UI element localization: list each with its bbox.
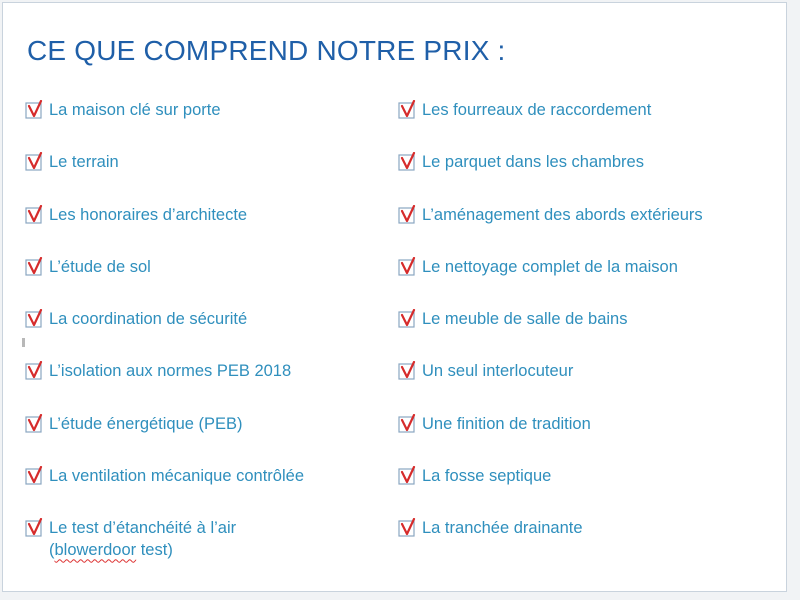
list-item	[398, 256, 778, 308]
item-label-multiline	[49, 517, 236, 561]
list-item	[25, 99, 385, 151]
item-label: La ventilation mécanique contrôlée	[49, 467, 305, 486]
check-mark-icon	[398, 205, 418, 225]
check-mark-icon	[25, 361, 45, 381]
list-item	[25, 308, 385, 360]
check-mark-icon	[25, 518, 45, 538]
document-page	[2, 2, 787, 592]
check-mark-icon	[25, 309, 45, 329]
check-mark-icon	[398, 414, 418, 434]
list-item	[398, 308, 778, 360]
check-mark-icon	[398, 309, 418, 329]
item-label: Le terrain	[49, 153, 119, 172]
item-label: La maison clé sur porte	[49, 101, 221, 119]
item-label: L’étude énergétique (PEB)	[49, 414, 243, 433]
spellcheck-word: blowerdoor	[54, 541, 137, 560]
item-label: Une finition de tradition	[422, 414, 591, 433]
item-label: La fosse septique	[422, 467, 552, 486]
list-item	[398, 204, 778, 256]
check-mark-icon	[25, 205, 45, 225]
check-mark-icon	[25, 152, 45, 172]
list-item	[398, 99, 778, 151]
check-mark-icon	[25, 257, 45, 277]
check-mark-icon	[398, 361, 418, 381]
item-label-line2	[49, 539, 236, 561]
right-column	[398, 99, 778, 570]
check-mark-icon	[25, 466, 45, 486]
item-label: La coordination de sécurité	[49, 310, 248, 329]
item-label: La tranchée drainante	[422, 519, 583, 538]
list-item	[25, 204, 385, 256]
left-column	[25, 99, 385, 570]
check-mark-icon	[25, 100, 45, 120]
list-item	[25, 360, 385, 412]
item-label: L’aménagement des abords extérieurs	[422, 205, 703, 224]
list-item	[398, 413, 778, 465]
list-item	[25, 517, 385, 569]
list-item	[25, 465, 385, 517]
check-mark-icon	[25, 414, 45, 434]
text-cursor-marker	[22, 338, 25, 347]
line2-rest: test)	[136, 541, 173, 560]
check-mark-icon	[398, 518, 418, 538]
item-label: L’isolation aux normes PEB 2018	[49, 362, 292, 381]
item-label: Un seul interlocuteur	[422, 362, 574, 381]
item-label-line1: Le test d’étanchéité à l’air	[49, 519, 237, 538]
item-label: Les honoraires d’architecte	[49, 205, 248, 224]
check-mark-icon	[398, 257, 418, 277]
check-mark-icon	[398, 152, 418, 172]
list-item	[25, 256, 385, 308]
list-item	[25, 413, 385, 465]
check-mark-icon	[398, 100, 418, 120]
item-label: Le parquet dans les chambres	[422, 153, 644, 172]
paren-open: (	[49, 541, 55, 560]
list-item	[398, 151, 778, 203]
list-item	[398, 517, 778, 569]
item-label: Le nettoyage complet de la maison	[422, 257, 678, 276]
item-label: Les fourreaux de raccordement	[422, 101, 652, 119]
check-mark-icon	[398, 466, 418, 486]
item-label: Le meuble de salle de bains	[422, 310, 628, 329]
list-item	[398, 465, 778, 517]
page-title: CE QUE COMPREND NOTRE PRIX :	[27, 35, 506, 66]
item-label: L’étude de sol	[49, 257, 151, 276]
list-item	[398, 360, 778, 412]
list-item	[25, 151, 385, 203]
